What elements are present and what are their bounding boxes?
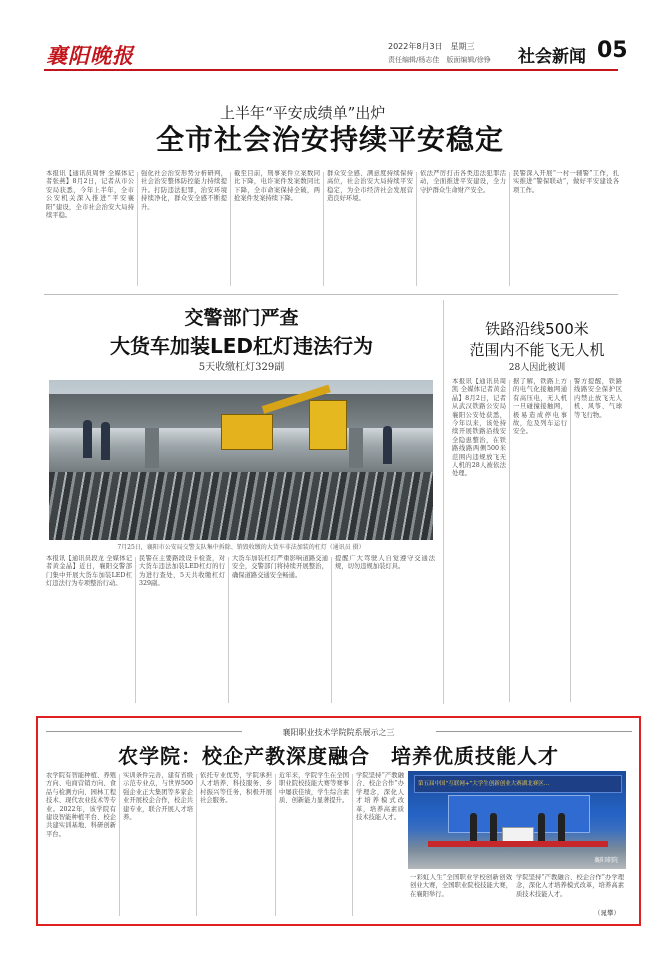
photo-excavator: [221, 414, 273, 450]
section-divider: [44, 294, 618, 295]
column-divider: [275, 774, 276, 916]
column-divider: [323, 172, 324, 286]
traffic-column-4: 提醒广大驾驶人自觉遵守交通法规，切勿违规加装灯具。: [335, 555, 435, 571]
feature-credit: （晁攀）: [594, 909, 620, 917]
newspaper-logo: 襄阳晚报: [46, 43, 134, 68]
column-divider: [137, 172, 138, 286]
feature-column-4: 近年来，学院学生在全国职业院校技能大赛等赛事中屡获佳绩，学生综合素质、创新能力显著提升。: [279, 772, 349, 805]
photo-person: [538, 813, 545, 843]
lead-column-4: 群众安全感、满意度持续保持高位，社会治安大局持续平安稳定，为全市经济社会发展营造良好环境。: [327, 170, 413, 203]
photo-excavator-cab: [309, 400, 347, 450]
lead-column-2: 强化社会治安形势分析研判，社会治安整体防控能力持续提升。打防违法犯罪，治安环境持续净化，群众安全感不断提升。: [141, 170, 227, 211]
railway-headline-line2: 范围内不能飞无人机: [469, 341, 605, 359]
traffic-subhead: 5天收缴杠灯329副: [198, 362, 285, 373]
lead-kicker: 上半年“平安成绩单”出炉: [220, 104, 386, 122]
railway-column-3: 警方提醒，铁路线路安全保护区内禁止放飞无人机、风筝、气球等飞行物。: [574, 378, 622, 419]
photo-officer: [383, 426, 392, 464]
photo-banner-text: 第五届中国“互联网+”大学生创新创业大赛湖北赛区…: [418, 781, 550, 787]
lead-column-3: 截至目前，刑事案件立案数同比下降，电诈案件发案数同比下降，全市命案保持全破，两抢案件发案持续下降。: [234, 170, 320, 203]
railway-column-2: 据了解，铁路上方的电气化接触网通有高压电，无人机一旦碰撞接触网，极易造成停电事故，危及列车运行安全。: [513, 378, 567, 436]
column-divider: [443, 300, 444, 704]
column-divider: [331, 557, 332, 703]
railway-column-1: 本报讯【通讯员周凯 全媒体记者黄金晶】8月2日，记者从武汉铁路公安局襄阳公安处获悉，今年以来，该处持续开展铁路沿线安全隐患整治，在铁路线路两侧500米范围内违规放飞无人机的28人被依法处理。: [452, 378, 506, 478]
column-divider: [119, 774, 120, 916]
traffic-headline-line1: 交警部门严查: [184, 307, 299, 329]
traffic-photo: [49, 380, 433, 540]
feature-photo: [408, 771, 626, 869]
traffic-column-1: 本报讯【通讯员段龙 全媒体记者黄金晶】近日，襄阳交警部门集中开展大货车加装LED杠灯违法行为专项整治行动。: [46, 555, 132, 588]
photo-person: [490, 813, 497, 843]
column-divider: [135, 557, 136, 703]
railway-subhead: 28人因此被训: [508, 363, 566, 373]
feature-column-5: 学院坚持“产教融合、校企合作”办学理念，深化人才培养模式改革，培养高素质技术技能人才。: [356, 772, 404, 822]
section-title: 社会新闻: [518, 47, 586, 67]
column-divider: [352, 774, 353, 916]
photo-red-carpet: [428, 841, 608, 847]
photo-officer: [101, 422, 110, 460]
feature-column-2: 实训条件完善，建有省级示范专业点，与世界500强企业正大集团等多家企业开展校企合作，校企共建专业，联合开展人才培养。: [123, 772, 193, 822]
column-divider: [196, 774, 197, 916]
lead-column-5: 依法严厉打击各类违法犯罪活动，全面推进平安建设，全力守护群众生命财产安全。: [420, 170, 506, 194]
lead-column-1: 本报讯【通讯员周誉 全媒体记者张燕】8月2日，记者从市公安局获悉，今年上半年，全市公安机关深入推进“平安襄阳”建设，全市社会治安大局持续平稳。: [46, 170, 134, 220]
traffic-column-3: 大货车加装杠灯严重影响道路交通安全，交警部门将持续开展整治，确保道路交通安全畅通。: [232, 555, 328, 579]
masthead-rule: [44, 69, 618, 71]
column-divider: [228, 557, 229, 703]
feature-series-label: 襄阳职业技术学院院系展示之三: [282, 728, 395, 737]
column-divider: [570, 380, 571, 702]
lead-headline: 全市社会治安持续平安稳定: [155, 123, 504, 156]
editors-line: 责任编辑/杨志佳 版面编辑/徐铮: [388, 56, 491, 64]
photo-pillar: [145, 428, 159, 468]
photo-confiscated-lights: [49, 472, 433, 540]
photo-person: [558, 813, 565, 843]
column-divider: [230, 172, 231, 286]
column-divider: [509, 172, 510, 286]
photo-pillar: [349, 428, 363, 468]
traffic-headline-line2: 大货车加装LED杠灯违法行为: [109, 334, 373, 358]
photo-officer: [83, 420, 92, 458]
feature-column-1: 农学院有智能种植、养殖方向、电商营销方向、食品与检测方向、园林工程技术、现代农业技术等专业。2022年，该学院有建设智能种植平台、校企共建实训基地、科研创新平台。: [46, 772, 116, 838]
issue-date: 2022年8月3日 星期三: [388, 42, 475, 51]
photo-watermark: 襄阳职院: [594, 857, 619, 864]
feature-photo-caption: 一彩虹人生”全国职业学校创新创效创业大赛，全国职业院校技能大赛，在襄阳举行。: [410, 874, 512, 898]
feature-column-3: 依托专业优势，学院承担人才培养、科技服务、乡村振兴等任务，积极开展社会服务。: [200, 772, 272, 805]
railway-headline-line1: 铁路沿线500米: [485, 320, 589, 338]
lead-column-6: 民警深入开展“一村一辅警”工作，扎实推进“警保联动”，做好平安建设各项工作。: [513, 170, 619, 194]
page-number: 05: [597, 38, 628, 63]
traffic-column-2: 民警在主要路段设卡检查，对大货车违法加装LED杠灯的行为进行查处，5天共收缴杠灯329副。: [139, 555, 225, 588]
column-divider: [509, 380, 510, 702]
feature-column-6: 学院坚持“产教融合、校企合作”办学理念，深化人才培养模式改革，培养高素质技术技能人才。: [516, 874, 624, 898]
traffic-photo-caption: 7月25日，襄阳市公安局交警支队集中拆除、销毁收缴的大货车非法加装的杠灯（通讯员 摄）: [117, 544, 365, 551]
column-divider: [416, 172, 417, 286]
feature-headline: 农学院：校企产教深度融合 培养优质技能人才: [118, 744, 559, 768]
photo-person: [470, 813, 477, 843]
